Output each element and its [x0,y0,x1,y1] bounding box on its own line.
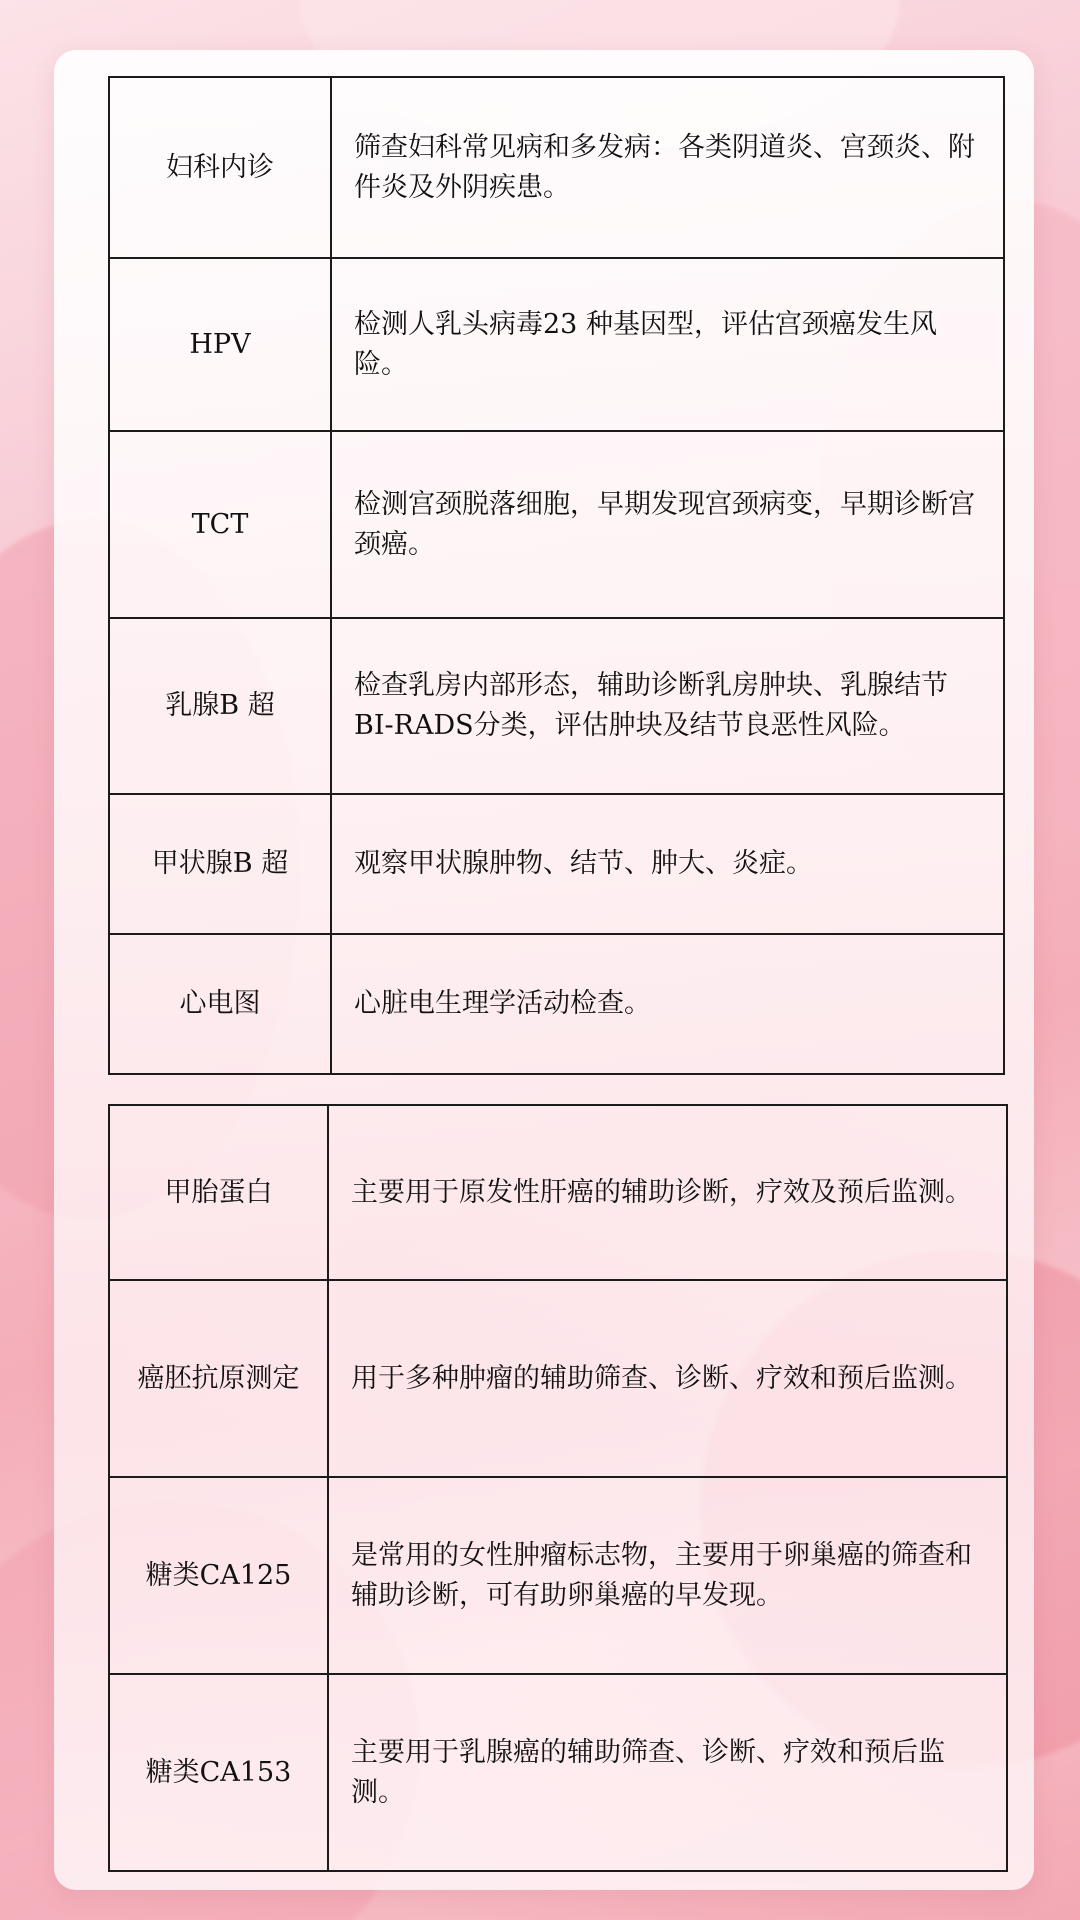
exam-table-tumor-markers [108,1104,1008,1872]
exam-description: 筛查妇科常见病和多发病：各类阴道炎、宫颈炎、附件炎及外阴疾患。 [331,77,1004,258]
exam-description: 主要用于原发性肝癌的辅助诊断，疗效及预后监测。 [328,1105,1007,1280]
exam-name: 糖类CA125 [109,1477,328,1674]
table-row [109,258,1004,431]
exam-name: TCT [109,431,331,618]
exam-name: 甲状腺B 超 [109,794,331,934]
exam-description: 观察甲状腺肿物、结节、肿大、炎症。 [331,794,1004,934]
exam-description: 心脏电生理学活动检查。 [331,934,1004,1074]
exam-name: 甲胎蛋白 [109,1105,328,1280]
table-row [109,77,1004,258]
table-row [109,1674,1007,1871]
exam-description: 检测人乳头病毒23 种基因型，评估宫颈癌发生风险。 [331,258,1004,431]
table-row [109,618,1004,794]
exam-description: 主要用于乳腺癌的辅助筛查、诊断、疗效和预后监测。 [328,1674,1007,1871]
exam-name: 妇科内诊 [109,77,331,258]
table-row [109,1477,1007,1674]
table-row [109,1280,1007,1477]
exam-name: 糖类CA153 [109,1674,328,1871]
table-row [109,1105,1007,1280]
table-row [109,431,1004,618]
exam-description: 是常用的女性肿瘤标志物，主要用于卵巢癌的筛查和辅助诊断，可有助卵巢癌的早发现。 [328,1477,1007,1674]
exam-name: 癌胚抗原测定 [109,1280,328,1477]
exam-description: 检查乳房内部形态，辅助诊断乳房肿块、乳腺结节BI-RADS分类，评估肿块及结节良恶性风险。 [331,618,1004,794]
exam-name: HPV [109,258,331,431]
table-row [109,934,1004,1074]
exam-name: 乳腺B 超 [109,618,331,794]
exam-name: 心电图 [109,934,331,1074]
table-row [109,794,1004,934]
exam-description: 用于多种肿瘤的辅助筛查、诊断、疗效和预后监测。 [328,1280,1007,1477]
exam-table-general [108,76,1005,1075]
exam-description: 检测宫颈脱落细胞，早期发现宫颈病变，早期诊断宫颈癌。 [331,431,1004,618]
